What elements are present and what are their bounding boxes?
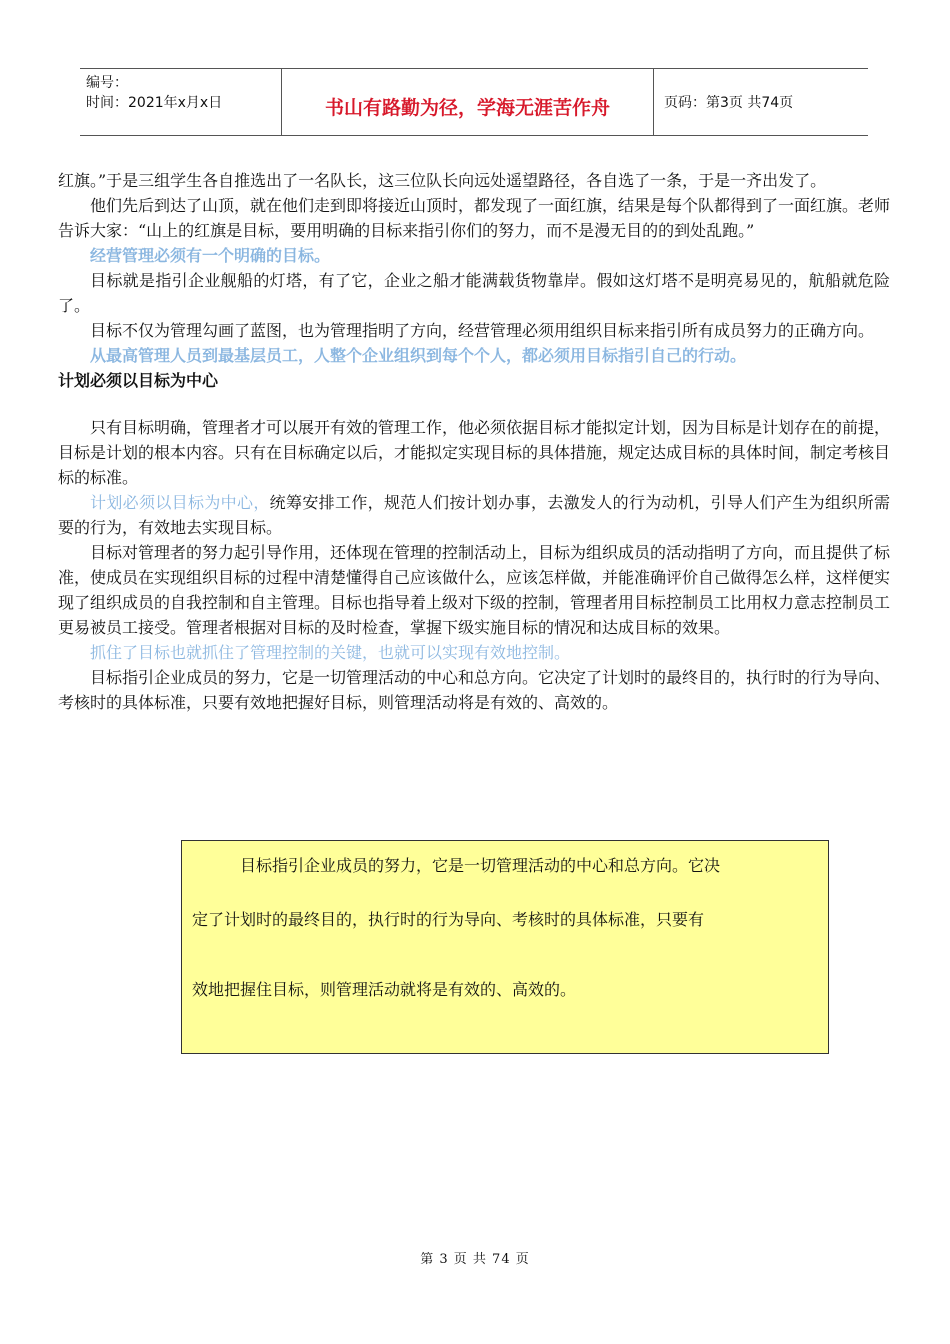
header-meta	[80, 69, 282, 135]
paragraph: 目标对管理者的努力起引导作用，还体现在管理的控制活动上，目标为组织成员的活动指明了方向，而且提供了标准，使成员在实现组织目标的过程中清楚懂得自己应该做什么，应该怎样做，并能准确评价自己做得怎么样，这样便实现了组织成员的自我控制和自主管理。目标也指导着上级对下级的控制，管理者用目标控制员工比用权力意志控制员工更易被员工接受。管理者根据对目标的及时检查，掌握下级实施目标的情况和达成目标的效果。	[58, 543, 891, 637]
paragraph: 他们先后到达了山顶，就在他们走到即将接近山顶时，都发现了一面红旗，结果是每个队都得到了一面红旗。老师告诉大家：“山上的红旗是目标，要用明确的目标来指引你们的努力，而不是漫无目的的到处乱跑。”	[58, 196, 891, 240]
page-footer: 第 3 页 共 74 页	[420, 1252, 530, 1267]
callout-line: 效地把握住目标，则管理活动就将是有效的、高效的。	[192, 980, 577, 999]
paragraph: 目标就是指引企业舰船的灯塔，有了它，企业之船才能满载货物靠岸。假如这灯塔不是明亮易见的，航船就危险了。	[58, 271, 890, 315]
document-body	[58, 168, 890, 715]
page-header	[80, 68, 868, 136]
number-label: 编号：	[86, 75, 128, 91]
header-motto: 书山有路勤为径，学海无涯苦作舟	[282, 69, 654, 135]
highlight-sentence: 经营管理必须有一个明确的目标。	[90, 246, 331, 265]
highlight-sentence: 从最高管理人员到最基层员工，人整个企业组织到每个个人，都必须用目标指引自己的行动。	[90, 346, 747, 365]
paragraph: 红旗。”于是三组学生各自推选出了一名队长，这三位队长向远处遥望路径，各自选了一条，于是一齐出发了。	[58, 171, 827, 190]
callout-line: 目标指引企业成员的努力，它是一切管理活动的中心和总方向。它决	[240, 856, 721, 875]
paragraph-text: 统筹安排工作，规范人们按计划办事，去激发人的行为动机，引导人们产生为组织所需要的行为，有效地去实现目标。	[58, 493, 890, 537]
time-label: 时间：2021年x月x日	[86, 95, 223, 111]
callout-line: 定了计划时的最终目的，执行时的行为导向、考核时的具体标准，只要有	[192, 910, 705, 929]
highlight-phrase: 计划必须以目标为中心，	[90, 493, 270, 512]
section-heading: 计划必须以目标为中心	[58, 371, 219, 390]
header-page-label: 页码：第3页 共74页	[664, 95, 794, 111]
paragraph: 目标不仅为管理勾画了蓝图，也为管理指明了方向，经营管理必须用组织目标来指引所有成员努力的正确方向。	[90, 321, 875, 340]
paragraph: 目标指引企业成员的努力，它是一切管理活动的中心和总方向。它决定了计划时的最终目的，执行时的行为导向、考核时的具体标准，只要有效地把握好目标，则管理活动将是有效的、高效的。	[58, 668, 891, 712]
callout-box	[181, 840, 829, 1054]
paragraph: 只有目标明确，管理者才可以展开有效的管理工作，他必须依据目标才能拟定计划，因为目标是计划存在的前提，目标是计划的根本内容。只有在目标确定以后，才能拟定实现目标的具体措施，规定达成目标的具体时间，制定考核目标的标准。	[58, 418, 891, 487]
highlight-sentence: 抓住了目标也就抓住了管理控制的关键，也就可以实现有效地控制。	[90, 643, 571, 662]
paragraph	[58, 490, 890, 540]
